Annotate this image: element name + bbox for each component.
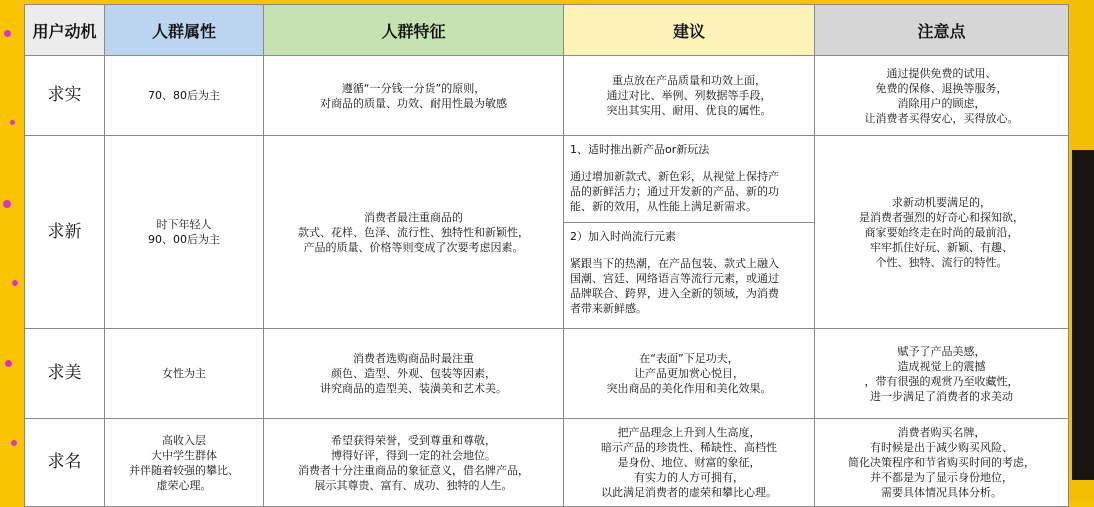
cell-line: 突出其实用、耐用、优良的属性。 bbox=[606, 104, 772, 117]
decor-dot bbox=[11, 440, 17, 446]
advice-section-title: 1、适时推出新产品or新玩法 bbox=[570, 143, 710, 156]
attr-cell bbox=[105, 329, 264, 419]
cell-line: 女性为主 bbox=[162, 367, 206, 380]
cell-line: 让消费者买得安心，买得放心。 bbox=[864, 111, 1019, 125]
decor-dot bbox=[5, 360, 12, 367]
advice-section bbox=[564, 136, 814, 223]
header-row bbox=[25, 5, 1069, 56]
trait-cell bbox=[264, 419, 564, 507]
cell-line: 求新动机要满足的， bbox=[892, 195, 991, 209]
cell-line: 高收入层 bbox=[162, 433, 206, 447]
cell-line: 博得好评，得到一定的社会地位。 bbox=[331, 448, 496, 462]
trait-cell bbox=[264, 56, 564, 136]
table-row bbox=[25, 329, 1069, 419]
decor-dot bbox=[12, 280, 18, 286]
motive-cell: 求新 bbox=[25, 136, 105, 329]
cell-line: 通过提供免费的试用、 bbox=[886, 66, 997, 80]
cell-line: 国潮、宫廷、网络语言等流行元素，或通过 bbox=[570, 272, 779, 285]
cell-line: 消费者购买名牌， bbox=[897, 426, 986, 439]
table-row bbox=[25, 136, 1069, 329]
advice-section bbox=[564, 223, 814, 324]
cell-line: 并伴随着较强的攀比、 bbox=[129, 463, 239, 477]
attr-cell bbox=[105, 136, 264, 329]
advice-cell bbox=[564, 329, 815, 419]
cell-line: 对商品的质量、功效、耐用性最为敏感 bbox=[320, 96, 507, 110]
cell-line: 并不都是为了显示身份地位， bbox=[870, 471, 1013, 484]
cell-line: 有时候是出于减少购买风险、 bbox=[870, 441, 1013, 454]
header-trait: 人群特征 bbox=[264, 5, 564, 56]
cell-line: 以此满足消费者的虚荣和攀比心理。 bbox=[601, 486, 777, 499]
note-cell bbox=[815, 329, 1069, 419]
cell-line: 品的新鲜活力；通过开发新的产品、新的功 bbox=[570, 185, 779, 198]
cell-line: 者带来新鲜感。 bbox=[570, 302, 647, 315]
cell-line: 能、新的效用，从性能上满足新需求。 bbox=[570, 200, 757, 213]
cell-line: 消费者选购商品时最注重 bbox=[353, 352, 474, 365]
note-cell bbox=[815, 419, 1069, 507]
header-advice: 建议 bbox=[564, 5, 815, 56]
note-cell bbox=[815, 56, 1069, 136]
decor-dot bbox=[10, 120, 15, 125]
cell-line: 造成视觉上的震撼 bbox=[897, 359, 986, 373]
cell-line: 免费的保修、退换等服务， bbox=[875, 81, 1008, 95]
cell-line: 消费者十分注重商品的象征意义，借名牌产品， bbox=[298, 463, 529, 477]
advice-cell bbox=[564, 419, 815, 507]
cell-line: 在“表面”下足功夫， bbox=[639, 352, 739, 365]
motive-cell: 求实 bbox=[25, 56, 105, 136]
table-row bbox=[25, 56, 1069, 136]
cell-line: 简化决策程序和节省购买时间的考虑， bbox=[848, 456, 1035, 469]
header-attr: 人群属性 bbox=[105, 5, 264, 56]
cell-line: 赋予了产品美感， bbox=[897, 344, 986, 358]
cell-line: 消费者最注重商品的 bbox=[364, 210, 463, 224]
decor-dot bbox=[3, 200, 11, 208]
header-motive: 用户动机 bbox=[25, 5, 105, 56]
trait-cell bbox=[264, 329, 564, 419]
cell-line: 90、00后为主 bbox=[148, 233, 220, 246]
trait-cell bbox=[264, 136, 564, 329]
cell-line: 牢牢抓住好玩、新颖、有趣、 bbox=[870, 240, 1013, 254]
attr-cell bbox=[105, 56, 264, 136]
cell-line: 希望获得荣誉，受到尊重和尊敬， bbox=[331, 433, 496, 447]
decor-dot bbox=[4, 30, 11, 37]
cell-line: 紧跟当下的热潮，在产品包装、款式上融入 bbox=[570, 257, 779, 270]
advice-cell bbox=[564, 136, 815, 329]
cell-line: 需要具体情况具体分析。 bbox=[881, 486, 1002, 499]
cell-line: 消除用户的顾虑， bbox=[897, 96, 986, 110]
table-row bbox=[25, 419, 1069, 507]
cell-line: 款式、花样、色泽、流行性、独特性和新颖性， bbox=[298, 225, 529, 239]
cell-line: 展示其尊贵、富有、成功、独特的人生。 bbox=[314, 478, 513, 492]
cell-line: 有实力的人方可拥有， bbox=[634, 471, 744, 484]
cell-line: 突出商品的美化作用和美化效果。 bbox=[606, 382, 772, 395]
cell-line: 个性、独特、流行的特性。 bbox=[875, 255, 1008, 269]
cell-line: 讲究商品的造型美、装潢美和艺术美。 bbox=[320, 382, 507, 395]
cell-line: 产品的质量、价格等则变成了次要考虑因素。 bbox=[303, 240, 524, 254]
cell-line: 通过对比、举例、列数据等手段， bbox=[606, 89, 772, 102]
motive-cell: 求名 bbox=[25, 419, 105, 507]
note-cell bbox=[815, 136, 1069, 329]
cell-line: 重点放在产品质量和功效上面， bbox=[612, 74, 766, 87]
cell-line: 虚荣心理。 bbox=[156, 478, 212, 492]
cell-line: 是身份、地位、财富的象征， bbox=[617, 456, 761, 469]
cell-line: 通过增加新款式、新色彩，从视觉上保持产 bbox=[570, 170, 779, 183]
cell-line: 时下年轻人 bbox=[156, 218, 212, 231]
header-note: 注意点 bbox=[815, 5, 1069, 56]
cell-line: 暗示产品的珍贵性、稀缺性、高档性 bbox=[601, 441, 777, 454]
advice-section-title: 2）加入时尚流行元素 bbox=[570, 230, 676, 243]
user-motive-table bbox=[24, 4, 1069, 507]
cell-line: 商家要始终走在时尚的最前沿， bbox=[864, 225, 1019, 239]
cell-line: 品牌联合、跨界，进入全新的领域，为消费 bbox=[570, 287, 779, 300]
cell-line: 70、80后为主 bbox=[148, 89, 220, 102]
cell-line: 遵循“一分钱一分货”的原则， bbox=[341, 81, 486, 95]
cell-line: 是消费者强烈的好奇心和探知欲， bbox=[859, 210, 1024, 224]
motive-cell: 求美 bbox=[25, 329, 105, 419]
cell-line: 大中学生群体 bbox=[151, 448, 217, 462]
cell-line: 进一步满足了消费者的求美动 bbox=[870, 389, 1013, 403]
cell-line: 颜色、造型、外观、包装等因素， bbox=[331, 367, 496, 380]
cell-line: 把产品理念上升到人生高度， bbox=[617, 426, 761, 439]
cell-line: 让产品更加赏心悦目， bbox=[634, 367, 744, 380]
cell-line: ，带有很强的观赏乃至收藏性， bbox=[864, 374, 1019, 388]
advice-cell bbox=[564, 56, 815, 136]
side-image-fragment bbox=[1072, 150, 1094, 480]
attr-cell bbox=[105, 419, 264, 507]
